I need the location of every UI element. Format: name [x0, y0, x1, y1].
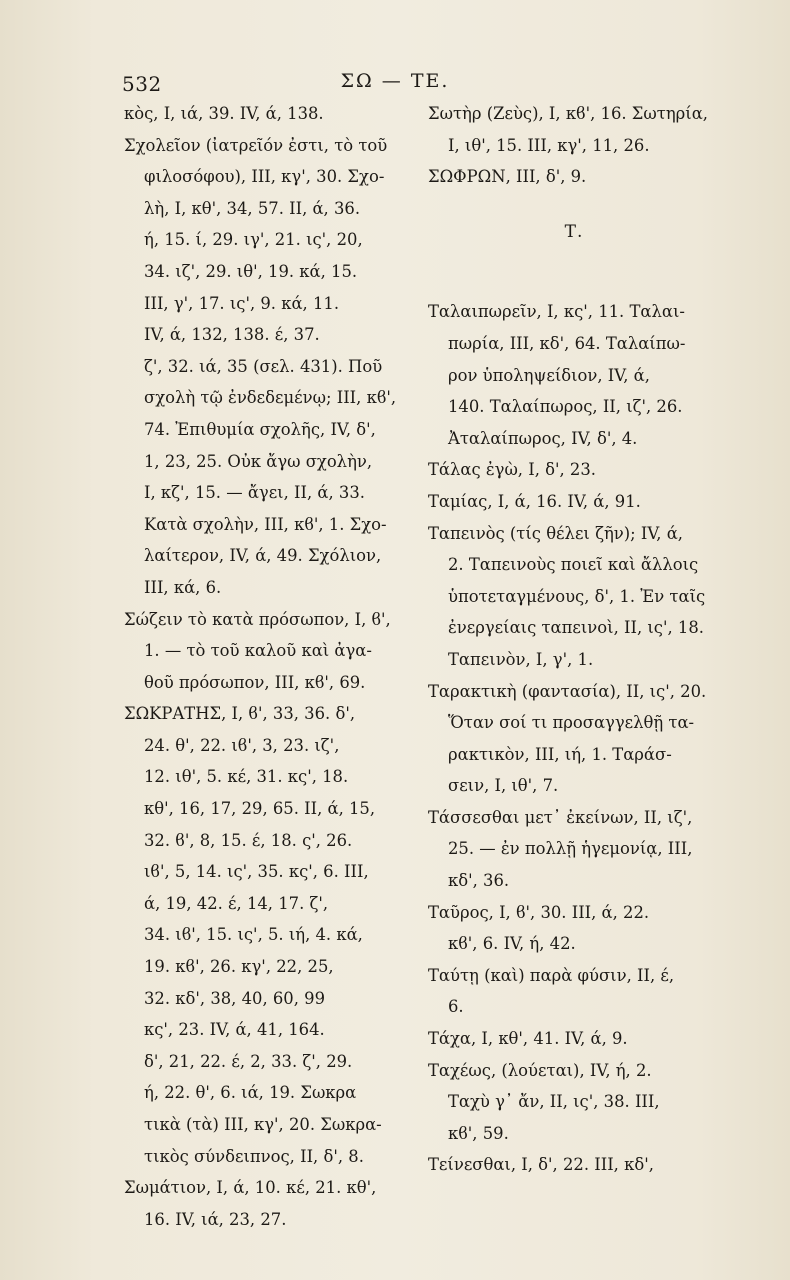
index-line: Ταλαιπωρεῖν, I, κς', 11. Ταλαι-: [428, 302, 685, 322]
index-line: 1, 23, 25. Οὐκ ἄγω σχολὴν,: [144, 451, 373, 471]
index-line: κϐ', 6. IV, ή, 42.: [448, 934, 576, 954]
index-line: τικὸς σύνδειπνος, II, δ', 8.: [144, 1146, 364, 1166]
index-line: III, κά, 6.: [144, 577, 222, 597]
index-line: κς', 23. IV, ά, 41, 164.: [144, 1020, 325, 1040]
index-line: 25. — ἐν πολλῇ ἡγεμονίᾳ, III,: [448, 839, 693, 859]
index-line: δ', 21, 22. έ, 2, 33. ζ', 29.: [144, 1051, 353, 1071]
index-line: 6.: [448, 997, 464, 1017]
running-head: ΣΩ — ΤΕ.: [340, 70, 450, 92]
index-line: ιϐ', 5, 14. ις', 35. κς', 6. III,: [144, 862, 369, 882]
left-column: [124, 98, 414, 1235]
section-letter-heading: Τ.: [564, 221, 584, 242]
index-line: κϐ', 59.: [448, 1123, 509, 1143]
index-line: σειν, I, ιθ', 7.: [448, 776, 559, 796]
index-line: Τάλας ἐγὼ, I, δ', 23.: [428, 460, 596, 480]
index-line: 19. κϐ', 26. κγ', 22, 25,: [144, 957, 334, 977]
index-line: κὸς, I, ιά, 39. IV, ά, 138.: [124, 104, 324, 123]
index-line: λὴ, I, κθ', 34, 57. II, ά, 36.: [144, 198, 361, 218]
index-line: πωρία, III, κδ', 64. Ταλαίπω-: [448, 333, 686, 353]
index-line: φιλοσόφου), III, κγ', 30. Σχο-: [144, 167, 385, 187]
index-line: Σωμάτιον, I, ά, 10. κέ, 21. κθ',: [124, 1178, 377, 1198]
index-line: τικὰ (τὰ) III, κγ', 20. Σωκρα-: [144, 1115, 382, 1134]
index-line: 32. ϐ', 8, 15. έ, 18. ς', 26.: [144, 830, 353, 850]
index-line: ρον ὑποληψείδιον, IV, ά,: [448, 365, 650, 385]
index-line: Τείνεσθαι, I, δ', 22. III, κδ',: [428, 1155, 654, 1175]
index-line: Ἀταλαίπωρος, IV, δ', 4.: [448, 428, 638, 448]
index-line: 32. κδ', 38, 40, 60, 99: [144, 988, 326, 1008]
index-line: ἐνεργείαις ταπεινοὶ, II, ις', 18.: [448, 618, 704, 638]
index-line: Ταρακτικὴ (φαντασία), II, ις', 20.: [428, 681, 707, 701]
index-line: I, ιθ', 15. III, κγ', 11, 26.: [448, 135, 650, 155]
index-line: Ταπεινὸν, I, γ', 1.: [448, 649, 594, 669]
index-line: ή, 22. θ', 6. ιά, 19. Σωκρα: [144, 1083, 357, 1103]
index-line: Ὅταν σοί τι προσαγγελθῇ τα-: [448, 713, 695, 733]
index-line: Σώζειν τὸ κατὰ πρόσωπον, I, ϐ',: [124, 609, 391, 629]
index-line: Ταχέως, (λούεται), IV, ή, 2.: [428, 1060, 652, 1080]
index-line: Ταῦρος, I, ϐ', 30. III, ά, 22.: [428, 902, 650, 922]
index-line: ὑποτεταγμένους, δ', 1. Ἐν ταῖς: [448, 586, 706, 606]
index-line: Ταύτῃ (καὶ) παρὰ φύσιν, II, έ,: [428, 965, 675, 985]
index-line: Σχολεῖον (ἰατρεῖόν ἐστι, τὸ τοῦ: [124, 135, 388, 155]
index-line: 34. ιζ', 29. ιθ', 19. κά, 15.: [144, 261, 358, 281]
index-line: 74. Ἐπιθυμία σχολῆς, IV, δ',: [144, 419, 376, 439]
index-line: Τάχα, I, κθ', 41. IV, ά, 9.: [428, 1029, 628, 1049]
index-line: 140. Ταλαίπωρος, II, ιζ', 26.: [448, 397, 683, 417]
index-line: Σωτὴρ (Ζεὺς), I, κϐ', 16. Σωτηρία,: [428, 104, 708, 123]
index-line: Ταπεινὸς (τίς θέλει ζῆν); IV, ά,: [428, 523, 684, 543]
index-line: ΣΩΚΡΑΤΗΣ, I, ϐ', 33, 36. δ',: [124, 704, 356, 724]
index-line: 24. θ', 22. ιϐ', 3, 23. ιζ',: [144, 735, 340, 755]
index-line: κδ', 36.: [448, 871, 510, 891]
index-line: ζ', 32. ιά, 35 (σελ. 431). Ποῦ: [144, 356, 383, 376]
index-line: Κατὰ σχολὴν, III, κϐ', 1. Σχο-: [144, 514, 387, 534]
index-line: ΣΩΦΡΩΝ, III, δ', 9.: [428, 167, 587, 187]
index-line: ρακτικὸν, III, ιή, 1. Ταράσ-: [448, 744, 672, 764]
index-line: Ταμίας, I, ά, 16. IV, ά, 91.: [428, 491, 641, 511]
index-line: ή, 15. ί, 29. ιγ', 21. ις', 20,: [144, 230, 363, 250]
index-line: Τάσσεσθαι μετ᾿ ἐκείνων, II, ιζ',: [428, 807, 693, 827]
index-line: I, κζ', 15. — ἄγει, II, ά, 33.: [144, 483, 365, 503]
page-number: 532: [122, 72, 162, 96]
index-line: σχολὴ τῷ ἐνδεδεμένῳ; III, κϐ',: [144, 388, 397, 408]
index-line: θοῦ πρόσωπον, III, κϐ', 69.: [144, 672, 366, 692]
index-line: κθ', 16, 17, 29, 65. II, ά, 15,: [144, 799, 376, 819]
index-line: 2. Ταπεινοὺς ποιεῖ καὶ ἄλλοις: [448, 555, 699, 575]
index-line: 12. ιθ', 5. κέ, 31. κς', 18.: [144, 767, 349, 787]
index-line: Ταχὺ γ᾿ ἄν, II, ις', 38. III,: [448, 1092, 660, 1112]
index-line: IV, ά, 132, 138. έ, 37.: [144, 325, 320, 345]
right-column: [428, 98, 720, 1181]
index-line: III, γ', 17. ις', 9. κά, 11.: [144, 293, 340, 313]
index-line: ά, 19, 42. έ, 14, 17. ζ',: [144, 893, 329, 913]
index-line: 16. IV, ιά, 23, 27.: [144, 1209, 287, 1229]
index-line: 34. ιϐ', 15. ις', 5. ιή, 4. κά,: [144, 925, 363, 945]
index-line: 1. — τὸ τοῦ καλοῦ καὶ ἀγα-: [144, 641, 372, 661]
index-line: λαίτερον, IV, ά, 49. Σχόλιον,: [144, 546, 382, 566]
